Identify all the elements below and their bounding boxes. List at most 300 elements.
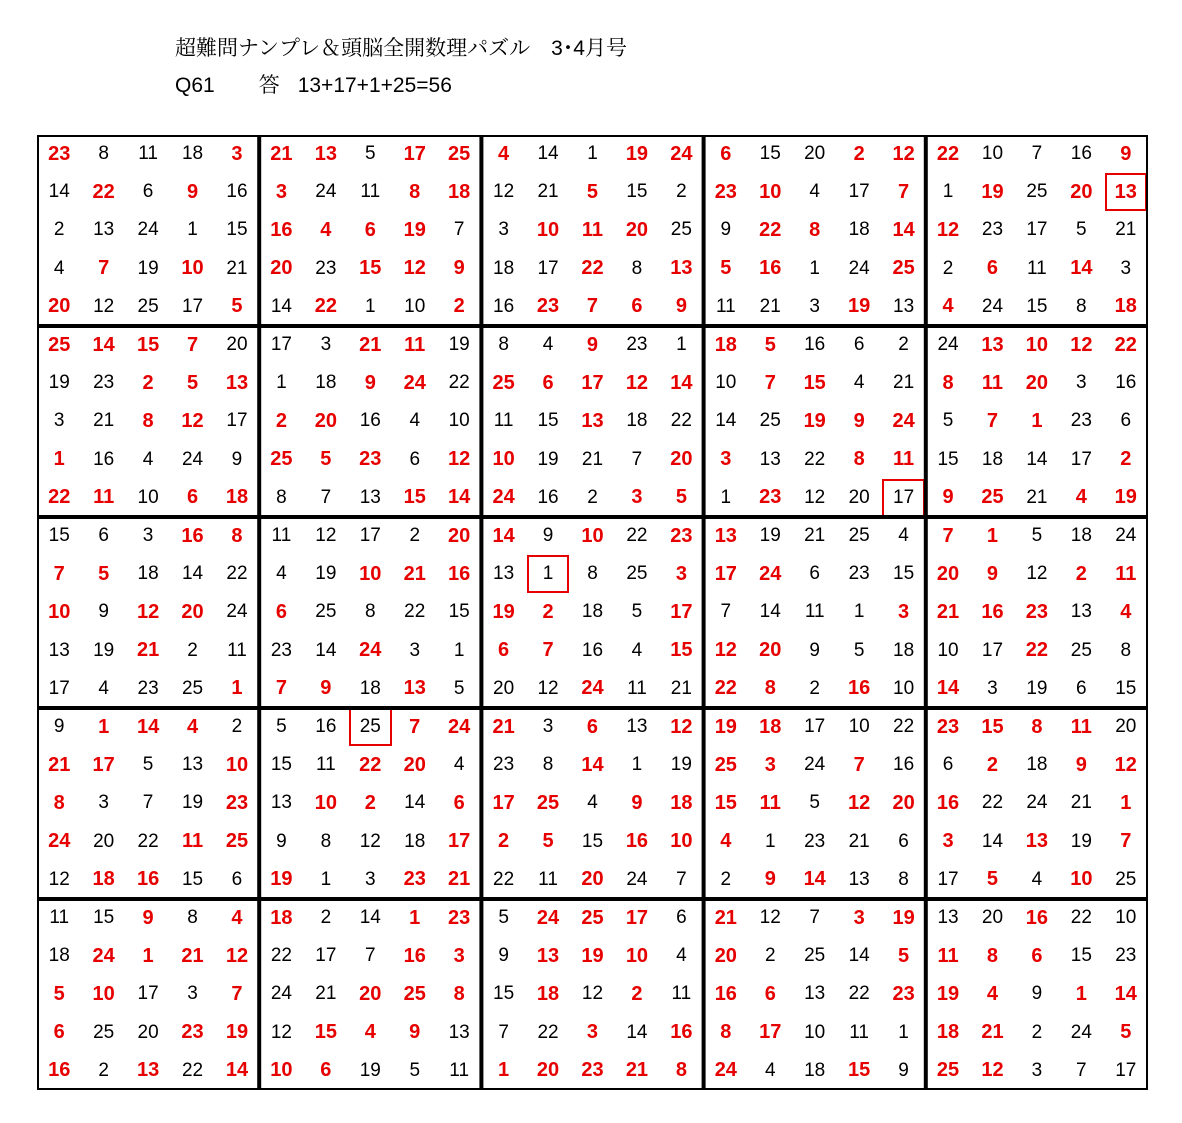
grid-cell: 12 xyxy=(493,181,515,203)
grid-cell: 17 xyxy=(937,868,959,890)
grid-cell: 2 xyxy=(231,716,243,738)
grid-cell: 22 xyxy=(893,716,915,738)
grid-cell: 18 xyxy=(981,448,1004,470)
grid-cell: 23 xyxy=(359,448,382,471)
grid-cell: 3 xyxy=(631,486,643,509)
grid-cell: 13 xyxy=(536,944,560,967)
grid-cell: 1 xyxy=(1031,409,1043,432)
grid-cell: 1 xyxy=(1075,982,1087,1005)
grid-cell: 6 xyxy=(542,371,554,394)
grid-cell: 3 xyxy=(231,142,243,165)
grid-cell: 5 xyxy=(542,830,554,853)
grid-cell: 15 xyxy=(1115,677,1137,699)
grid-cell: 5 xyxy=(898,944,910,967)
grid-cell: 12 xyxy=(136,600,160,623)
grid-cell: 22 xyxy=(670,410,692,432)
grid-cell: 18 xyxy=(181,143,204,165)
grid-cell: 20 xyxy=(759,639,782,662)
grid-cell: 25 xyxy=(626,563,648,585)
grid-cell: 8 xyxy=(187,907,198,929)
highlighted-cell: 17 xyxy=(881,479,925,517)
grid-cell: 1 xyxy=(187,219,198,241)
grid-cell: 23 xyxy=(714,180,737,203)
grid-cell: 5 xyxy=(53,982,65,1005)
grid-cell: 7 xyxy=(676,868,687,890)
grid-cell: 24 xyxy=(1115,525,1137,547)
grid-cell: 8 xyxy=(764,677,776,700)
grid-cell: 11 xyxy=(315,754,336,776)
grid-cell: 2 xyxy=(498,830,510,853)
grid-cell: 25 xyxy=(581,906,604,929)
grid-cell: 25 xyxy=(137,295,159,317)
grid-cell: 7 xyxy=(809,907,820,929)
grid-cell: 21 xyxy=(136,639,160,662)
grid-cell: 5 xyxy=(409,1059,421,1081)
grid-cell: 14 xyxy=(1026,448,1048,470)
grid-cell: 14 xyxy=(92,333,115,356)
grid-cell: 10 xyxy=(804,1021,826,1043)
grid-cell: 7 xyxy=(453,219,465,241)
grid-cell: 14 xyxy=(48,181,70,203)
grid-cell: 8 xyxy=(365,601,376,623)
grid-cell: 19 xyxy=(848,295,871,318)
grid-cell: 2 xyxy=(98,1059,109,1081)
grid-cell: 23 xyxy=(493,754,515,776)
grid-cell: 23 xyxy=(892,982,915,1005)
grid-cell: 18 xyxy=(137,563,159,585)
grid-cell: 17 xyxy=(359,525,381,547)
grid-cell: 12 xyxy=(359,830,381,852)
grid-cell: 15 xyxy=(981,715,1004,738)
grid-cell: 8 xyxy=(898,868,909,890)
grid-cell: 9 xyxy=(98,601,109,623)
grid-cell: 10 xyxy=(1115,907,1137,929)
grid-cell: 5 xyxy=(231,295,243,318)
grid-cell: 24 xyxy=(892,409,915,432)
grid-cell: 25 xyxy=(48,333,71,356)
grid-cell: 9 xyxy=(853,409,865,432)
grid-cell: 19 xyxy=(581,944,604,967)
grid-cell: 7 xyxy=(320,486,332,508)
grid-cell: 25 xyxy=(1026,181,1048,203)
grid-cell: 12 xyxy=(892,142,915,165)
grid-cell: 1 xyxy=(942,181,954,203)
grid-cell: 25 xyxy=(270,448,293,471)
grid-cell: 21 xyxy=(492,715,515,738)
grid-cell: 24 xyxy=(937,334,959,356)
grid-cell: 8 xyxy=(409,180,421,203)
grid-cell: 18 xyxy=(225,486,249,509)
grid-cell: 10 xyxy=(225,753,249,776)
grid-cell: 13 xyxy=(403,677,426,700)
grid-cell: 3 xyxy=(809,295,820,317)
grid-cell: 17 xyxy=(981,639,1004,661)
grid-cell: 17 xyxy=(270,334,292,356)
grid-cell: 9 xyxy=(1075,753,1087,776)
grid-cell: 25 xyxy=(403,982,426,1005)
grid-cell: 1 xyxy=(1120,791,1132,814)
grid-cell: 15 xyxy=(626,181,648,203)
highlighted-cell: 1 xyxy=(526,555,570,593)
grid-cell: 24 xyxy=(581,677,604,700)
grid-cell: 3 xyxy=(142,525,154,547)
grid-cell: 10 xyxy=(137,486,159,508)
grid-cell: 19 xyxy=(225,1021,249,1044)
grid-cell: 10 xyxy=(893,677,915,699)
grid-cell: 16 xyxy=(403,944,426,967)
grid-cell: 2 xyxy=(676,181,687,203)
grid-cell: 18 xyxy=(1070,525,1092,547)
grid-cell: 6 xyxy=(720,142,732,165)
grid-cell: 19 xyxy=(759,525,781,547)
grid-cell: 5 xyxy=(365,143,376,165)
grid-cell: 19 xyxy=(936,982,960,1005)
grid-cell: 23 xyxy=(936,715,960,738)
grid-cell: 23 xyxy=(225,791,249,814)
grid-cell: 6 xyxy=(453,791,465,814)
grid-cell: 8 xyxy=(142,409,154,432)
grid-cell: 25 xyxy=(315,601,337,623)
grid-cell: 11 xyxy=(581,218,604,241)
grid-cell: 12 xyxy=(670,715,693,738)
grid-cell: 16 xyxy=(670,1021,693,1044)
grid-cell: 21 xyxy=(625,1059,649,1082)
grid-cell: 7 xyxy=(586,295,599,318)
grid-cell: 5 xyxy=(764,333,776,356)
grid-cell: 17 xyxy=(848,181,870,203)
grid-cell: 9 xyxy=(542,525,554,547)
grid-cell: 5 xyxy=(809,792,820,814)
grid-cell: 13 xyxy=(981,333,1004,356)
grid-cell: 11 xyxy=(1115,562,1137,585)
grid-cell: 13 xyxy=(359,486,381,508)
grid-cell: 12 xyxy=(48,868,70,890)
grid-cell: 6 xyxy=(142,181,154,203)
grid-cell: 1 xyxy=(142,944,154,967)
grid-cell: 19 xyxy=(137,257,159,279)
grid-cell: 17 xyxy=(137,983,159,1005)
grid-cell: 16 xyxy=(759,257,782,280)
grid-cell: 12 xyxy=(804,486,826,508)
answer-expression: 13+17+1+25=56 xyxy=(297,74,452,97)
grid-cell: 2 xyxy=(364,791,376,814)
grid-cell: 15 xyxy=(181,868,204,890)
grid-cell: 9 xyxy=(809,639,820,661)
grid-cell: 7 xyxy=(365,945,376,967)
grid-cell: 22 xyxy=(626,525,648,547)
grid-cell: 9 xyxy=(586,333,599,356)
grid-cell: 10 xyxy=(670,830,693,853)
grid-cell: 4 xyxy=(498,142,510,165)
grid-cell: 9 xyxy=(409,1021,421,1044)
grid-cell: 18 xyxy=(848,219,870,241)
grid-cell: 22 xyxy=(1114,333,1137,356)
grid-cell: 13 xyxy=(581,409,604,432)
grid-cell: 22 xyxy=(137,830,159,852)
grid-cell: 4 xyxy=(320,218,332,241)
grid-cell: 7 xyxy=(409,715,421,738)
grid-cell: 11 xyxy=(449,1059,470,1081)
grid-cell: 5 xyxy=(276,716,287,738)
grid-cell: 3 xyxy=(853,906,865,929)
grid-cell: 17 xyxy=(670,600,693,623)
grid-cell: 5 xyxy=(586,180,599,203)
grid-cell: 24 xyxy=(981,295,1004,317)
grid-cell: 25 xyxy=(536,791,560,814)
grid-cell: 20 xyxy=(270,257,293,280)
grid-cell: 20 xyxy=(226,334,248,356)
grid-cell: 3 xyxy=(987,677,998,699)
grid-cell: 2 xyxy=(1120,448,1132,471)
grid-cell: 5 xyxy=(942,410,954,432)
grid-cell: 3 xyxy=(453,944,465,967)
grid-cell: 2 xyxy=(53,219,65,241)
grid-cell: 17 xyxy=(92,753,115,776)
grid-cell: 21 xyxy=(315,983,337,1005)
grid-cell: 3 xyxy=(1031,1059,1043,1081)
grid-cell: 13 xyxy=(181,754,204,776)
grid-cell: 12 xyxy=(1026,563,1048,585)
grid-cell: 4 xyxy=(720,830,732,853)
grid-cell: 22 xyxy=(226,563,248,585)
grid-cell: 9 xyxy=(364,371,376,394)
grid-cell: 24 xyxy=(403,371,426,394)
grid-cell: 22 xyxy=(936,142,960,165)
grid-cell: 23 xyxy=(181,1021,204,1044)
grid-cell: 4 xyxy=(853,372,865,394)
grid-cell: 14 xyxy=(270,295,292,317)
grid-cell: 23 xyxy=(626,334,648,356)
grid-cell: 24 xyxy=(181,448,204,470)
grid-cell: 5 xyxy=(186,371,199,394)
grid-cell: 8 xyxy=(276,486,287,508)
grid-cell: 18 xyxy=(759,715,782,738)
grid-cell: 24 xyxy=(270,983,292,1005)
grid-cell: 24 xyxy=(492,486,515,509)
grid-cell: 7 xyxy=(142,792,154,814)
grid-cell: 3 xyxy=(942,830,954,853)
grid-cell: 9 xyxy=(764,868,776,891)
grid-cell: 13 xyxy=(448,1021,470,1043)
grid-cell: 5 xyxy=(631,601,643,623)
grid-cell: 2 xyxy=(853,142,865,165)
grid-cell: 17 xyxy=(448,830,471,853)
grid-cell: 6 xyxy=(942,754,954,776)
grid-cell: 8 xyxy=(498,334,509,356)
grid-cell: 7 xyxy=(720,601,732,623)
grid-cell: 11 xyxy=(849,1021,869,1043)
grid-cell: 17 xyxy=(1026,219,1048,241)
grid-cell: 4 xyxy=(676,945,687,967)
grid-cell: 24 xyxy=(626,868,648,890)
grid-cell: 21 xyxy=(1026,486,1048,508)
grid-cell: 16 xyxy=(714,982,737,1005)
grid-cell: 12 xyxy=(270,1021,292,1043)
grid-cell: 14 xyxy=(670,371,693,394)
grid-cell: 7 xyxy=(853,753,865,776)
grid-cell: 3 xyxy=(187,983,198,1005)
grid-cell: 22 xyxy=(92,180,115,203)
grid-cell: 15 xyxy=(714,791,737,814)
grid-cell: 16 xyxy=(359,410,381,432)
grid-cell: 8 xyxy=(453,982,465,1005)
grid-cell: 21 xyxy=(670,677,692,699)
grid-cell: 17 xyxy=(759,1021,782,1044)
grid-cell: 11 xyxy=(49,907,70,929)
grid-cell: 8 xyxy=(98,143,109,165)
grid-cell: 7 xyxy=(542,639,554,662)
grid-cell: 13 xyxy=(1070,601,1092,623)
grid-cell: 10 xyxy=(448,410,470,432)
grid-cell: 2 xyxy=(275,409,287,432)
grid-cell: 3 xyxy=(498,219,509,241)
grid-cell: 4 xyxy=(809,181,820,203)
grid-cell: 10 xyxy=(536,218,560,241)
grid-cell: 21 xyxy=(759,295,781,317)
grid-cell: 10 xyxy=(270,1059,293,1082)
grid-cell: 3 xyxy=(365,868,376,890)
grid-cell: 25 xyxy=(981,486,1004,509)
grid-cell: 12 xyxy=(1070,333,1093,356)
grid-cell: 14 xyxy=(1070,257,1093,280)
grid-cell: 23 xyxy=(403,868,426,891)
grid-cell: 3 xyxy=(275,180,287,203)
grid-cell: 6 xyxy=(1120,410,1132,432)
grid-cell: 7 xyxy=(98,257,110,280)
grid-cell: 2 xyxy=(764,945,776,967)
grid-cell: 22 xyxy=(314,295,337,318)
grid-cell: 8 xyxy=(675,1059,687,1082)
grid-cell: 16 xyxy=(537,486,559,508)
grid-cell: 11 xyxy=(138,143,158,165)
grid-cell: 12 xyxy=(93,295,115,317)
grid-cell: 2 xyxy=(1031,1021,1043,1043)
grid-cell: 9 xyxy=(498,945,509,967)
grid-cell: 24 xyxy=(714,1059,737,1082)
grid-cell: 22 xyxy=(181,1059,204,1081)
grid-cell: 15 xyxy=(403,486,426,509)
grid-cell: 21 xyxy=(448,868,471,891)
grid-cell: 19 xyxy=(625,142,649,165)
grid-cell: 13 xyxy=(1025,830,1049,853)
grid-cell: 18 xyxy=(670,791,693,814)
grid-cell: 22 xyxy=(581,257,604,280)
grid-cell: 9 xyxy=(1031,983,1043,1005)
grid-cell: 13 xyxy=(804,983,826,1005)
grid-cell: 13 xyxy=(136,1059,160,1082)
grid-cell: 2 xyxy=(942,257,954,279)
grid-cell: 16 xyxy=(93,448,115,470)
grid-cell: 23 xyxy=(581,1059,604,1082)
grid-cell: 2 xyxy=(986,753,999,776)
grid-cell: 22 xyxy=(804,448,826,470)
grid-cell: 25 xyxy=(848,525,870,547)
grid-cell: 18 xyxy=(714,333,737,356)
grid-cell: 15 xyxy=(359,257,382,280)
grid-cell: 17 xyxy=(1115,1059,1137,1081)
grid-cell: 20 xyxy=(1070,180,1093,203)
grid-cell: 20 xyxy=(804,143,826,165)
grid-cell: 1 xyxy=(276,372,287,394)
grid-cell: 4 xyxy=(276,563,287,585)
grid-cell: 14 xyxy=(315,639,337,661)
grid-cell: 22 xyxy=(404,601,426,623)
grid-cell: 25 xyxy=(936,1059,960,1082)
grid-cell: 23 xyxy=(670,524,693,547)
grid-cell: 25 xyxy=(670,219,692,241)
grid-cell: 22 xyxy=(1025,639,1049,662)
grid-cell: 14 xyxy=(892,218,915,241)
grid-cell: 11 xyxy=(715,295,736,317)
grid-cell: 23 xyxy=(48,142,71,165)
grid-cell: 13 xyxy=(759,448,781,470)
grid-cell: 14 xyxy=(136,715,160,738)
grid-cell: 3 xyxy=(320,334,332,356)
grid-cell: 17 xyxy=(315,945,337,967)
grid-cell: 18 xyxy=(493,257,515,279)
grid-cell: 6 xyxy=(186,486,199,509)
grid-cell: 21 xyxy=(403,562,426,585)
grid-cell: 15 xyxy=(893,563,915,585)
grid-cell: 9 xyxy=(898,1059,909,1081)
grid-cell: 10 xyxy=(92,982,115,1005)
grid-cell: 20 xyxy=(670,448,693,471)
grid-cell: 6 xyxy=(498,639,510,662)
grid-cell: 25 xyxy=(892,257,915,280)
grid-cell: 2 xyxy=(1075,562,1087,585)
grid-cell: 6 xyxy=(1076,677,1087,699)
grid-cell: 16 xyxy=(48,1059,71,1082)
grid-cell: 18 xyxy=(359,677,381,699)
grid-cell: 12 xyxy=(1114,753,1137,776)
grid-cell: 12 xyxy=(981,1059,1004,1082)
grid-cell: 8 xyxy=(542,754,554,776)
grid-cell: 24 xyxy=(137,219,159,241)
grid-cell: 21 xyxy=(804,525,826,547)
grid-cell: 16 xyxy=(848,677,871,700)
grid-cell: 22 xyxy=(848,983,870,1005)
grid-cell: 2 xyxy=(409,525,421,547)
grid-cell: 24 xyxy=(848,257,870,279)
grid-cell: 15 xyxy=(48,525,70,547)
grid-cell: 11 xyxy=(181,830,204,853)
highlighted-cell: 13 xyxy=(1104,173,1148,211)
grid-cell: 19 xyxy=(448,334,470,356)
grid-cell: 4 xyxy=(986,982,999,1005)
grid-cell: 16 xyxy=(493,295,515,317)
grid-cell: 10 xyxy=(1070,868,1093,891)
grid-cell: 10 xyxy=(848,716,870,738)
grid-cell: 20 xyxy=(403,753,426,776)
grid-cell: 12 xyxy=(537,677,559,699)
grid-cell: 16 xyxy=(315,716,337,738)
grid-cell: 13 xyxy=(225,371,249,394)
grid-cell: 11 xyxy=(360,181,381,203)
grid-cell: 15 xyxy=(670,639,693,662)
grid-cell: 14 xyxy=(803,868,826,891)
grid-cell: 14 xyxy=(225,1059,249,1082)
grid-cell: 10 xyxy=(759,180,782,203)
grid-cell: 13 xyxy=(893,295,915,317)
grid-cell: 7 xyxy=(1076,1059,1087,1081)
grid-cell: 15 xyxy=(537,410,559,432)
grid-cell: 16 xyxy=(270,218,293,241)
grid-cell: 25 xyxy=(1115,868,1137,890)
grid-cell: 24 xyxy=(92,944,115,967)
grid-cell: 6 xyxy=(631,295,643,318)
grid-cell: 11 xyxy=(493,410,514,432)
grid-cell: 7 xyxy=(1031,143,1043,165)
